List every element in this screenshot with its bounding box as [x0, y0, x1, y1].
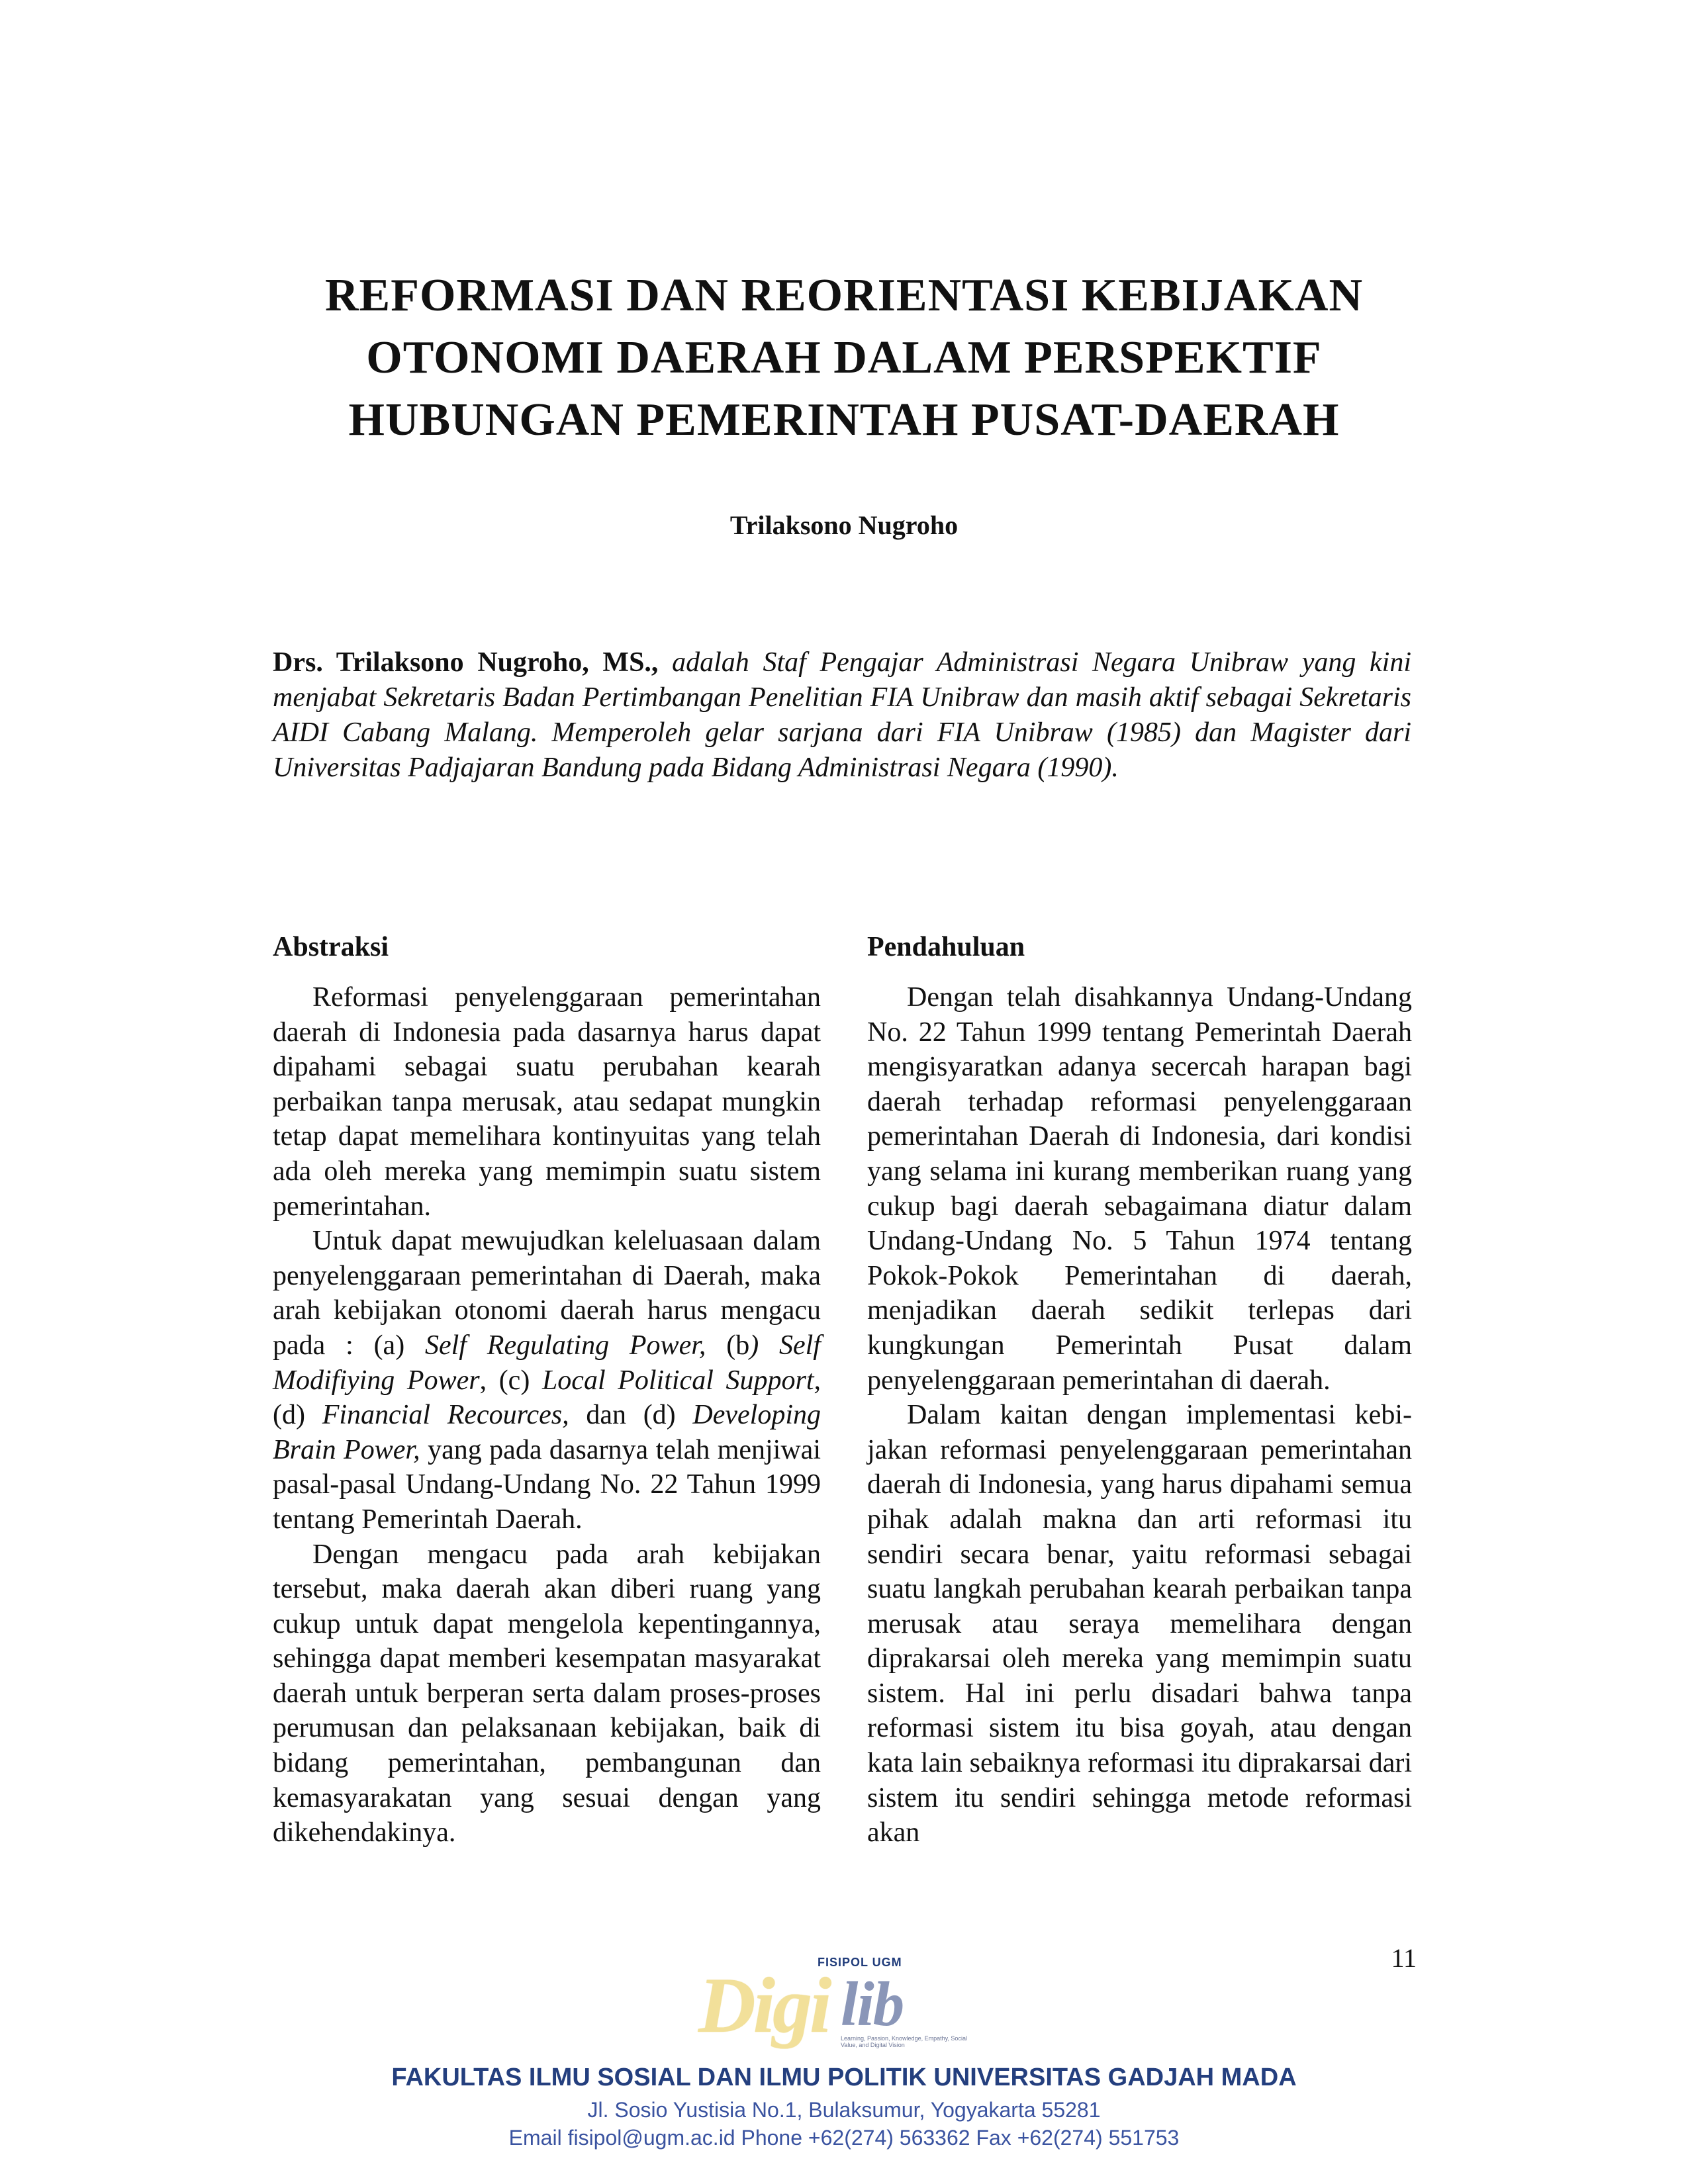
- footer-contact: Email fisipol@ugm.ac.id Phone +62(274) 563362 Fax +62(274) 551753: [508, 2126, 1180, 2150]
- title-line: REFORMASI DAN REORIENTASI KEBIJAKAN: [324, 270, 1364, 321]
- logo-lib-text: lib: [841, 1969, 904, 2039]
- footer-institution: FAKULTAS ILMU SOSIAL DAN ILMU POLITIK UNIVERSITAS GADJAH MADA: [391, 2064, 1297, 2091]
- abstract-paragraph: [273, 1224, 821, 1537]
- digilib-logo: [698, 1956, 990, 2055]
- text-run: , (c): [479, 1365, 542, 1396]
- text-run-italic: Developing Brain Power,: [273, 1400, 821, 1465]
- text-run: dan (d): [569, 1400, 693, 1431]
- introduction-paragraph: Dalam kaitan dengan implementasi kebijakan reformasi penyelenggaraan pemerintahan daerah di Indonesia, yang harus dipahami semua pihak adalah makna dan arti reformasi itu sendiri secara benar, yaitu reformasi sebagai suatu langkah perubahan kearah perbaikan tanpa merusak atau seraya memelihara dengan diprakarsai oleh mereka yang memimpin suatu sistem. Hal ini perlu disadari bahwa tanpa reformasi sistem itu bisa goyah, atau dengan kata lain sebaiknya reformasi itu diprakarsai dari sistem itu sendiri sehingga metode reformasi akan: [867, 1400, 1412, 1848]
- abstract-paragraph: Dengan mengacu pada arah kebijakan tersebut, maka daerah akan diberi ruang yang cukup untuk dapat mengelola kepentingannya, sehingga dapat memberi kesempatan masyarakat daerah untuk berperan serta dalam proses-proses perumusan dan pelaksanaan kebijakan, baik di bidang pemerintahan, pembangunan dan kemasyarakatan yang sesuai dengan yang dikehendakinya.: [273, 1539, 821, 1848]
- text-run-italic: ) Self Modifiying Power: [273, 1330, 821, 1396]
- logo-small-text: FISIPOL UGM: [818, 1956, 902, 1969]
- text-run: (d): [273, 1400, 322, 1431]
- title-line: OTONOMI DAERAH DALAM PERSPEKTIF: [366, 332, 1322, 383]
- abstract-heading: Abstraksi: [273, 932, 389, 962]
- introduction-column: [867, 930, 1412, 1850]
- introduction-heading: Pendahuluan: [867, 932, 1025, 962]
- page-number: 11: [1391, 1943, 1417, 1973]
- title-line: HUBUNGAN PEMERINTAH PUSAT-DAERAH: [348, 394, 1340, 445]
- text-run-italic: Self Regulating Power,: [425, 1330, 706, 1361]
- logo-digi-text: Digi: [698, 1961, 829, 2049]
- text-run: yang pada dasarnya telah menjiwai pasal-pasal Undang-Undang No. 22 Tahun 1999 tentang Pemerintah Daerah.: [273, 1434, 821, 1535]
- text-run-italic: Financial Recources,: [322, 1400, 569, 1431]
- text-run: (b: [706, 1330, 750, 1361]
- article-title: [199, 265, 1489, 451]
- text-run-italic: Local Political Support,: [541, 1365, 821, 1396]
- abstract-column: [273, 930, 821, 1850]
- footer-address: Jl. Sosio Yustisia No.1, Bulaksumur, Yogyakarta 55281: [587, 2098, 1101, 2122]
- introduction-paragraph: Dengan telah disahkannya Undang-Undang No. 22 Tahun 1999 tentang Pemerintah Daerah mengisyaratkan adanya secercah harapan bagi daerah terhadap reformasi penyelenggaraan pemerintahan Daerah di Indonesia, dari kondisi yang selama ini kurang memberikan ruang yang cukup bagi daerah sebagaimana diatur dalam Undang-Undang No. 5 Tahun 1974 tentang Pokok-Pokok Pemerintahan di daerah, menjadikan daerah sedikit terlepas dari kungkungan Pemerintah Pusat dalam penyelenggaraan pemerintahan di daerah.: [867, 982, 1412, 1396]
- logo-tagline: Learning, Passion, Knowledge, Empathy, Social Value, and Digital Vision: [841, 2035, 967, 2048]
- abstract-paragraph: Reformasi penyelenggaraan pemerintahan daerah di Indonesia pada dasarnya harus dapat dipahami sebagai suatu perubahan kearah perbaikan tanpa merusak, atau sedapat mungkin tetap dapat memelihara kontinyuitas yang telah ada oleh mereka yang memimpin suatu sistem pemerintahan.: [273, 982, 821, 1222]
- bio-name: Drs. Trilaksono Nugroho, MS.,: [273, 647, 659, 678]
- text-run: Untuk dapat mewujudkan keleluasaan dalam penyelenggaraan pemerintahan di Daerah, maka arah kebijakan otonomi daerah harus mengacu pada : (a): [273, 1226, 821, 1361]
- bio-text: adalah Staf Pengajar Administrasi Negara Unibraw yang kini menjabat Sekretaris Badan Pertimbangan Penelitian FIA Unibraw dan masih aktif sebagai Sekretaris AIDI Cabang Malang. Memperoleh gelar sarjana dari FIA Unibraw (1985) dan Magister dari Universitas Padjajaran Bandung pada Bidang Administrasi Negara (1990).: [273, 647, 1412, 783]
- author-name: Trilaksono Nugroho: [729, 510, 959, 540]
- author-bio: [273, 645, 1411, 786]
